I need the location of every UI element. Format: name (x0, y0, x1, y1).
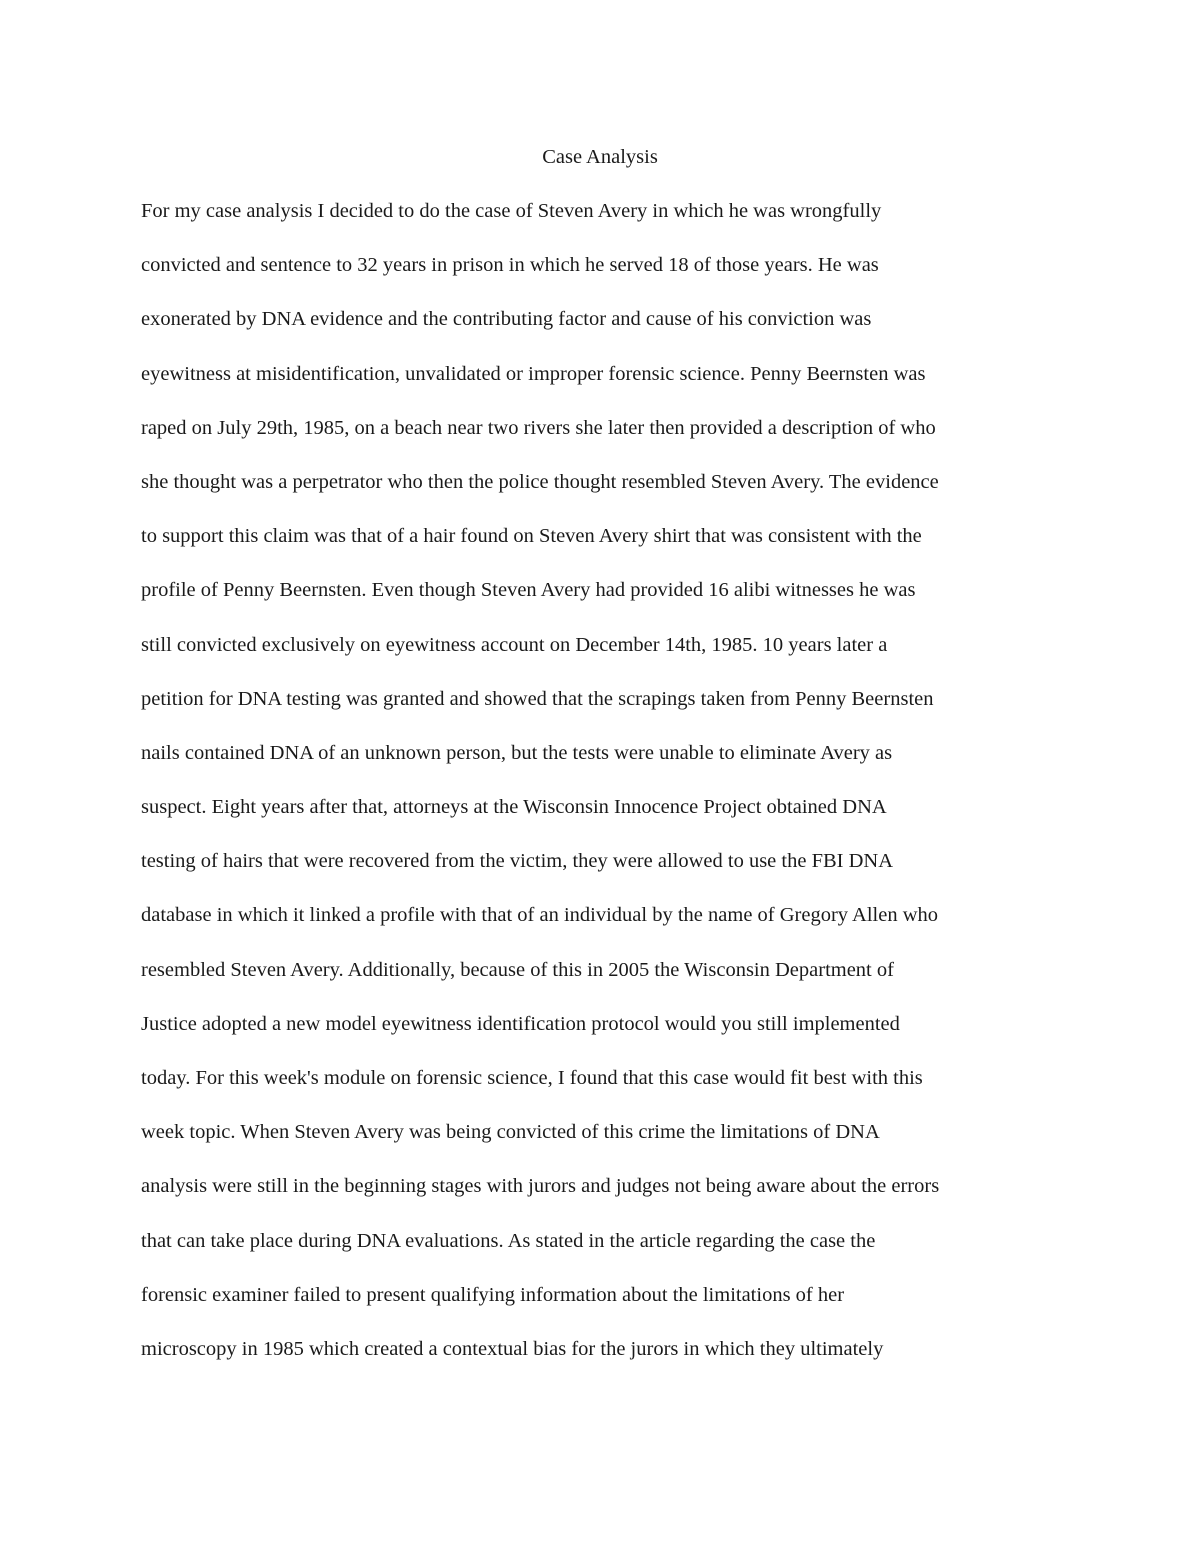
body-text-line: to support this claim was that of a hair found on Steven Avery shirt that was consistent with the (141, 525, 922, 548)
body-text-line: that can take place during DNA evaluations. As stated in the article regarding the case the (141, 1229, 876, 1252)
body-text-line: convicted and sentence to 32 years in prison in which he served 18 of those years. He was (141, 254, 879, 277)
body-text-line: she thought was a perpetrator who then the police thought resembled Steven Avery. The evidence (141, 470, 939, 493)
body-text-line: resembled Steven Avery. Additionally, because of this in 2005 the Wisconsin Department of (141, 958, 894, 981)
body-text-line: raped on July 29th, 1985, on a beach near two rivers she later then provided a description of who (141, 416, 936, 439)
body-text-line: suspect. Eight years after that, attorneys at the Wisconsin Innocence Project obtained DNA (141, 796, 887, 819)
body-text-line: microscopy in 1985 which created a contextual bias for the jurors in which they ultimately (141, 1337, 884, 1360)
body-text-line: petition for DNA testing was granted and showed that the scrapings taken from Penny Beernsten (141, 687, 934, 710)
body-text-line: database in which it linked a profile with that of an individual by the name of Gregory Allen who (141, 904, 939, 927)
body-text-line: Justice adopted a new model eyewitness identification protocol would you still implemented (141, 1012, 900, 1035)
body-text-line: nails contained DNA of an unknown person, but the tests were unable to eliminate Avery as (141, 741, 893, 764)
body-text-line: exonerated by DNA evidence and the contributing factor and cause of his conviction was (141, 308, 872, 331)
body-text-line: eyewitness at misidentification, unvalidated or improper forensic science. Penny Beernsten was (141, 362, 926, 385)
body-text-line: analysis were still in the beginning stages with jurors and judges not being aware about the errors (141, 1175, 940, 1198)
document-title: Case Analysis (542, 146, 658, 168)
body-text-line: forensic examiner failed to present qualifying information about the limitations of her (141, 1283, 845, 1306)
body-text-line: week topic. When Steven Avery was being convicted of this crime the limitations of DNA (141, 1121, 880, 1144)
body-text-line: For my case analysis I decided to do the case of Steven Avery in which he was wrongfully (141, 200, 882, 222)
document-body (141, 198, 1071, 1390)
body-text-line: still convicted exclusively on eyewitness account on December 14th, 1985. 10 years later a (141, 633, 888, 656)
body-text-line: today. For this week's module on forensic science, I found that this case would fit best with this (141, 1067, 923, 1089)
body-text-line: testing of hairs that were recovered from the victim, they were allowed to use the FBI DNA (141, 850, 894, 873)
body-text-line: profile of Penny Beernsten. Even though Steven Avery had provided 16 alibi witnesses he was (141, 579, 916, 602)
